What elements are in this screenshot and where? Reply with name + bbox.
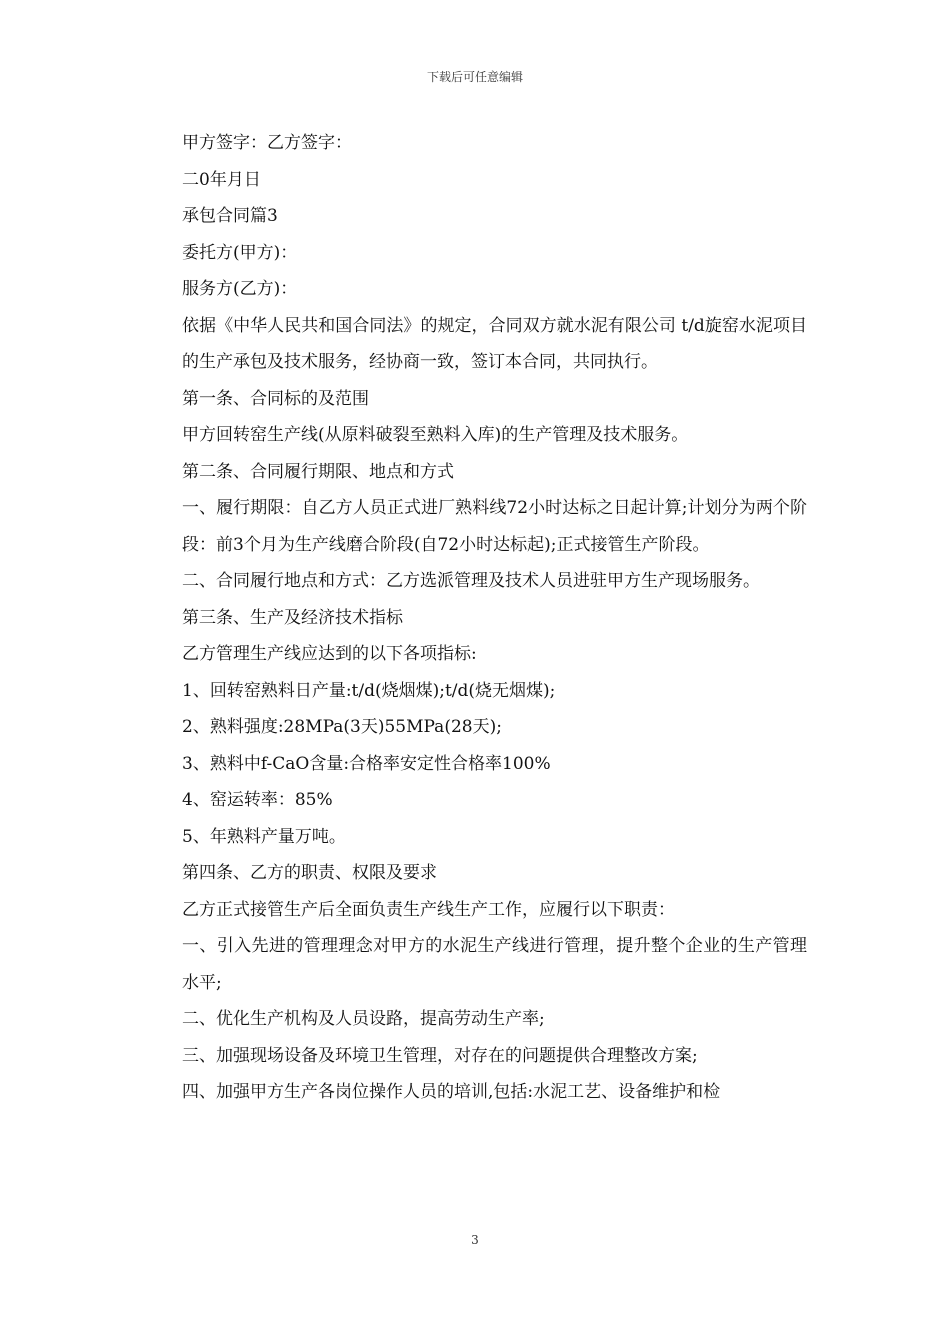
article-2-item-1: 一、履行期限：自乙方人员正式进厂熟料线72小时达标之日起计算;计划分为两个阶段：前3个月为生产线磨合阶段(自72小时达标起);正式接管生产阶段。 [182, 498, 807, 555]
page-header: 下载后可任意编辑 [426, 70, 523, 84]
list-item: 4、窑运转率：85% [182, 790, 333, 810]
article-1-title: 第一条、合同标的及范围 [182, 388, 369, 409]
list-item: 1、回转窑熟料日产量:t/d(烧烟煤);t/d(烧无烟煤); [182, 680, 556, 701]
article-4-item-3: 三、加强现场设备及环境卫生管理，对存在的问题提供合理整改方案; [182, 1045, 698, 1066]
list-item: 3、熟料中f-CaO含量:合格率安定性合格率100% [182, 753, 551, 774]
article-1-body: 甲方回转窑生产线(从原料破裂至熟料入库)的生产管理及技术服务。 [182, 425, 689, 445]
article-4-item-1: 一、引入先进的管理理念对甲方的水泥生产线进行管理，提升整个企业的生产管理水平; [182, 936, 807, 993]
article-4-intro: 乙方正式接管生产后全面负责生产线生产工作，应履行以下职责： [182, 899, 675, 920]
article-2-title: 第二条、合同履行期限、地点和方式 [182, 461, 454, 482]
article-4-item-4: 四、加强甲方生产各岗位操作人员的培训,包括:水泥工艺、设备维护和检 [182, 1082, 721, 1102]
date-line: 二0年月日 [182, 169, 261, 190]
list-item: 5、年熟料产量万吨。 [182, 826, 346, 847]
page-number: 3 [471, 1233, 479, 1247]
article-4-title: 第四条、乙方的职责、权限及要求 [182, 863, 437, 883]
document-body [145, 125, 807, 1111]
signature-line: 甲方签字：乙方签字： [182, 133, 352, 153]
article-3-intro: 乙方管理生产线应达到的以下各项指标: [182, 644, 477, 664]
service-party-line: 服务方(乙方)： [182, 279, 298, 299]
article-2-item-2: 二、合同履行地点和方式：乙方选派管理及技术人员进驻甲方生产现场服务。 [182, 571, 760, 591]
intro-paragraph: 依据《中华人民共和国合同法》的规定，合同双方就水泥有限公司 t/d旋窑水泥项目的生产承包及技术服务，经协商一致，签订本合同，共同执行。 [182, 315, 807, 372]
article-3-title: 第三条、生产及经济技术指标 [182, 607, 403, 628]
list-item: 2、熟料强度:28MPa(3天)55MPa(28天); [182, 717, 502, 737]
section-title: 承包合同篇3 [182, 206, 278, 226]
article-4-item-2: 二、优化生产机构及人员设路，提高劳动生产率; [182, 1009, 545, 1029]
client-party-line: 委托方(甲方)： [182, 242, 298, 263]
